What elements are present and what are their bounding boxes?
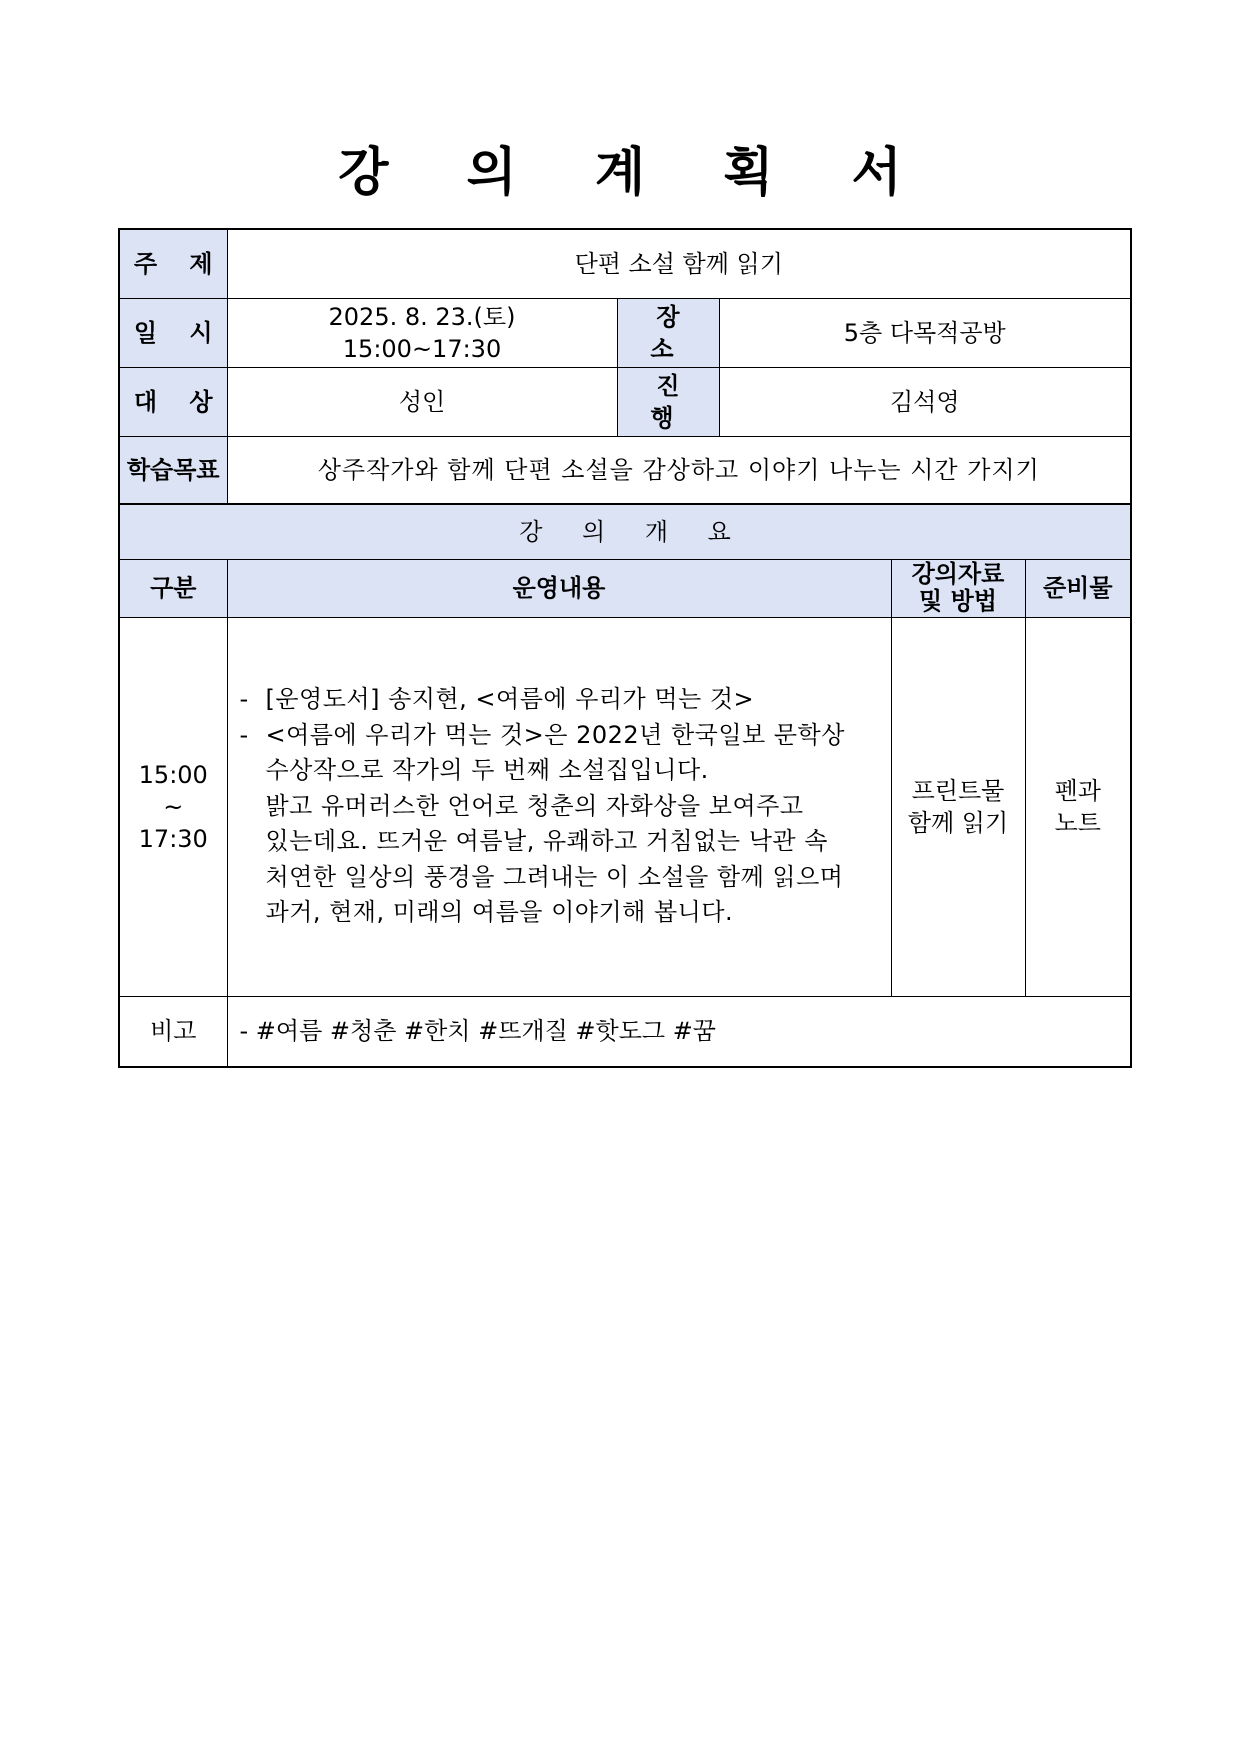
content-header: 운영내용 [227,559,891,617]
supplies-cell [1025,617,1131,996]
supplies-header: 준비물 [1025,559,1131,617]
place-label: 장 소 [617,298,719,367]
time-value: 15:00~17:30 [342,334,502,363]
supplies-line2: 노트 [1054,808,1101,837]
remarks-row [119,996,1131,1067]
target-value: 성인 [227,367,617,436]
content-list [240,682,879,931]
materials-line1: 프린트물 [911,776,1005,805]
overview-title-row [119,504,1131,559]
document-title: 강 의 계 획 서 [338,143,932,203]
host-label: 진 행 [617,367,719,436]
bullet-dash: - [239,685,249,714]
content-cell [227,617,891,996]
bullet-dash: - [239,720,249,749]
remarks-label: 비고 [119,996,227,1067]
overview-section-title: 강 의 개 요 [119,504,1131,559]
place-value: 5층 다목적공방 [719,298,1131,367]
materials-header-line1: 강의자료 [911,560,1005,588]
materials-cell [891,617,1025,996]
supplies-line1: 펜과 [1054,776,1101,805]
materials-line2: 함께 읽기 [907,808,1009,837]
content-line: 처연한 일상의 풍경을 그려내는 이 소설을 함께 읽으며 [265,862,844,891]
content-item [240,718,879,931]
content-line: 밝고 유머러스한 언어로 청춘의 자화상을 보여주고 [265,791,804,820]
overview-header-row [119,559,1131,617]
content-item-text: [운영도서] 송지현, <여름에 우리가 먹는 것> [265,685,755,714]
lecture-overview-table [118,503,1132,1068]
target-label: 대 상 [119,367,227,436]
host-value: 김석영 [719,367,1131,436]
content-line: <여름에 우리가 먹는 것>은 2022년 한국일보 문학상 [265,720,845,749]
remarks-value: - #여름 #청춘 #한치 #뜨개질 #핫도그 #꿈 [227,996,1131,1067]
time-start: 15:00 [138,760,208,789]
datetime-label: 일 시 [119,298,227,367]
overview-content-row [119,617,1131,996]
division-header: 구분 [119,559,227,617]
goal-value: 상주작가와 함께 단편 소설을 감상하고 이야기 나누는 시간 가지기 [227,436,1131,504]
materials-header [891,559,1025,617]
date-value: 2025. 8. 23.(토) [328,302,516,331]
materials-header-line2: 및 방법 [919,587,997,615]
topic-row [119,229,1131,298]
content-item [240,682,879,718]
topic-value: 단편 소설 함께 읽기 [227,229,1131,298]
goal-row [119,436,1131,504]
topic-label: 주 제 [119,229,227,298]
lecture-info-table [118,228,1132,505]
time-cell [119,617,227,996]
time-separator: ~ [163,792,184,821]
datetime-value [227,298,617,367]
target-row [119,367,1131,436]
content-line: 있는데요. 뜨거운 여름날, 유쾌하고 거침없는 낙관 속 [265,827,828,856]
content-line: 수상작으로 작가의 두 번째 소설집입니다. [265,756,709,785]
content-line: 과거, 현재, 미래의 여름을 이야기해 봅니다. [265,898,734,927]
goal-label: 학습목표 [119,436,227,504]
time-end: 17:30 [138,824,208,853]
datetime-row [119,298,1131,367]
